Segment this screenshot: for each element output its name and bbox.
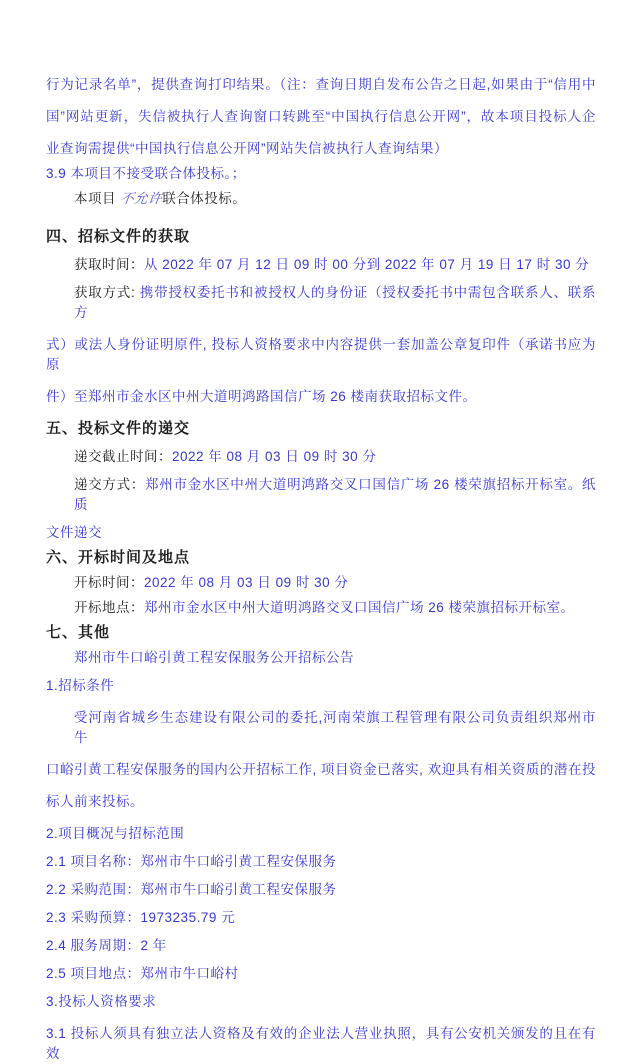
text-segment: 3.1 投标人须具有独立法人资格及有效的企业法人营业执照，具有公安机关颁发的且在有效 [46, 1026, 596, 1061]
clause-3-1 [46, 1024, 596, 1064]
section-4-heading [46, 227, 596, 247]
text-segment: 递交截止时间： [74, 449, 172, 464]
text-segment: 开标地点： [74, 600, 144, 615]
credit-query-note-line-3 [46, 139, 596, 159]
text-segment: 业查询需提供“中国执行信息公开网”网站失信被执行人查询结果） [46, 141, 448, 156]
clause-1-heading [46, 676, 596, 696]
clause-2-4 [46, 936, 596, 956]
section-5-heading [46, 419, 596, 439]
obtain-method-line-1 [46, 283, 596, 323]
text-segment: 3.9 本项目不接受联合体投标。； [46, 166, 246, 181]
bid-opening-place [46, 598, 596, 618]
text-segment: 行为记录名单”，提供查询打印结果。（注：查询日期自发布公告之日起,如果由于“信用中 [46, 77, 596, 92]
obtain-time [46, 255, 596, 275]
text-segment: 标人前来投标。 [46, 794, 144, 809]
clause-2-3 [46, 908, 596, 928]
obtain-method-line-2 [46, 335, 596, 375]
text-segment: 郑州市金水区中州大道明鸿路交叉口国信广场 26 楼荣旗招标开标室。 [144, 600, 575, 615]
text-segment: 本项目 [74, 191, 121, 206]
clause-2-2 [46, 880, 596, 900]
obtain-method-line-3 [46, 387, 596, 407]
text-segment: 2.2 采购范围：郑州市牛口峪引黄工程安保服务 [46, 882, 337, 897]
clause-2-heading [46, 824, 596, 844]
clause-2-5 [46, 964, 596, 984]
text-segment: 式）或法人身份证明原件, 投标人资格要求中内容提供一套加盖公章复印件（承诺书应为原 [46, 337, 596, 372]
text-segment: 受河南省城乡生态建设有限公司的委托,河南荣旗工程管理有限公司负责组织郑州市牛 [74, 710, 596, 745]
text-segment: 2.3 采购预算：1973235.79 元 [46, 910, 236, 925]
text-segment: 件）至郑州市金水区中州大道明鸿路国信广场 26 楼南获取招标文件。 [46, 389, 477, 404]
consortium-statement [46, 189, 596, 209]
tender-conditions-line-1 [46, 708, 596, 748]
text-segment: 七、其他 [46, 624, 111, 641]
section-6-heading [46, 548, 596, 568]
bid-opening-time [46, 573, 596, 593]
text-segment: 3.投标人资格要求 [46, 994, 157, 1009]
text-segment: 2.1 项目名称：郑州市牛口峪引黄工程安保服务 [46, 854, 337, 869]
text-segment: 文件递交 [46, 525, 102, 540]
text-segment: 1.招标条件 [46, 678, 115, 693]
submission-method-line-1 [46, 475, 596, 515]
clause-2-1 [46, 852, 596, 872]
text-segment: 获取时间： [74, 257, 144, 272]
text-segment: 四、招标文件的获取 [46, 228, 191, 245]
text-segment: 开标时间： [74, 575, 144, 590]
text-segment: 2022 年 08 月 03 日 09 时 30 分 [172, 449, 377, 464]
credit-query-note-line-2 [46, 107, 596, 127]
text-segment: 2.项目概况与招标范围 [46, 826, 185, 841]
text-segment: 五、投标文件的递交 [46, 420, 191, 437]
text-segment: 口峪引黄工程安保服务的国内公开招标工作, 项目资金已落实, 欢迎具有相关资质的潜在投 [46, 762, 596, 777]
text-segment: 获取方式: [74, 285, 140, 300]
tender-conditions-line-3 [46, 792, 596, 812]
clause-3-heading [46, 992, 596, 1012]
text-segment: 2.5 项目地点：郑州市牛口峪村 [46, 966, 239, 981]
text-segment: 联合体投标。 [162, 191, 247, 206]
text-segment: 递交方式： [74, 477, 146, 492]
submission-deadline [46, 447, 596, 467]
credit-query-note-line-1 [46, 75, 596, 95]
text-segment: 郑州市金水区中州大道明鸿路交叉口国信广场 26 楼荣旗招标开标室。纸质 [74, 477, 596, 512]
text-segment: 六、开标时间及地点 [46, 549, 191, 566]
text-segment: 2022 年 08 月 03 日 09 时 30 分 [144, 575, 349, 590]
text-segment: 2.4 服务周期：2 年 [46, 938, 167, 953]
announcement-title [46, 648, 596, 668]
text-segment: 郑州市牛口峪引黄工程安保服务公开招标公告 [74, 650, 354, 665]
text-segment: 不允许 [119, 191, 164, 206]
text-segment: 携带授权委托书和被授权人的身份证（授权委托书中需包含联系人、联系方 [74, 285, 596, 320]
clause-3-9 [46, 164, 596, 184]
text-segment: 从 2022 年 07 月 12 日 09 时 00 分到 2022 年 07 月 19 日 17 时 30 分 [144, 257, 590, 272]
tender-conditions-line-2 [46, 760, 596, 780]
submission-method-line-2 [46, 523, 596, 543]
text-segment: 国”网站更新，失信被执行人查询窗口转跳至“中国执行信息公开网”，故本项目投标人企 [46, 109, 596, 124]
section-7-heading [46, 623, 596, 643]
